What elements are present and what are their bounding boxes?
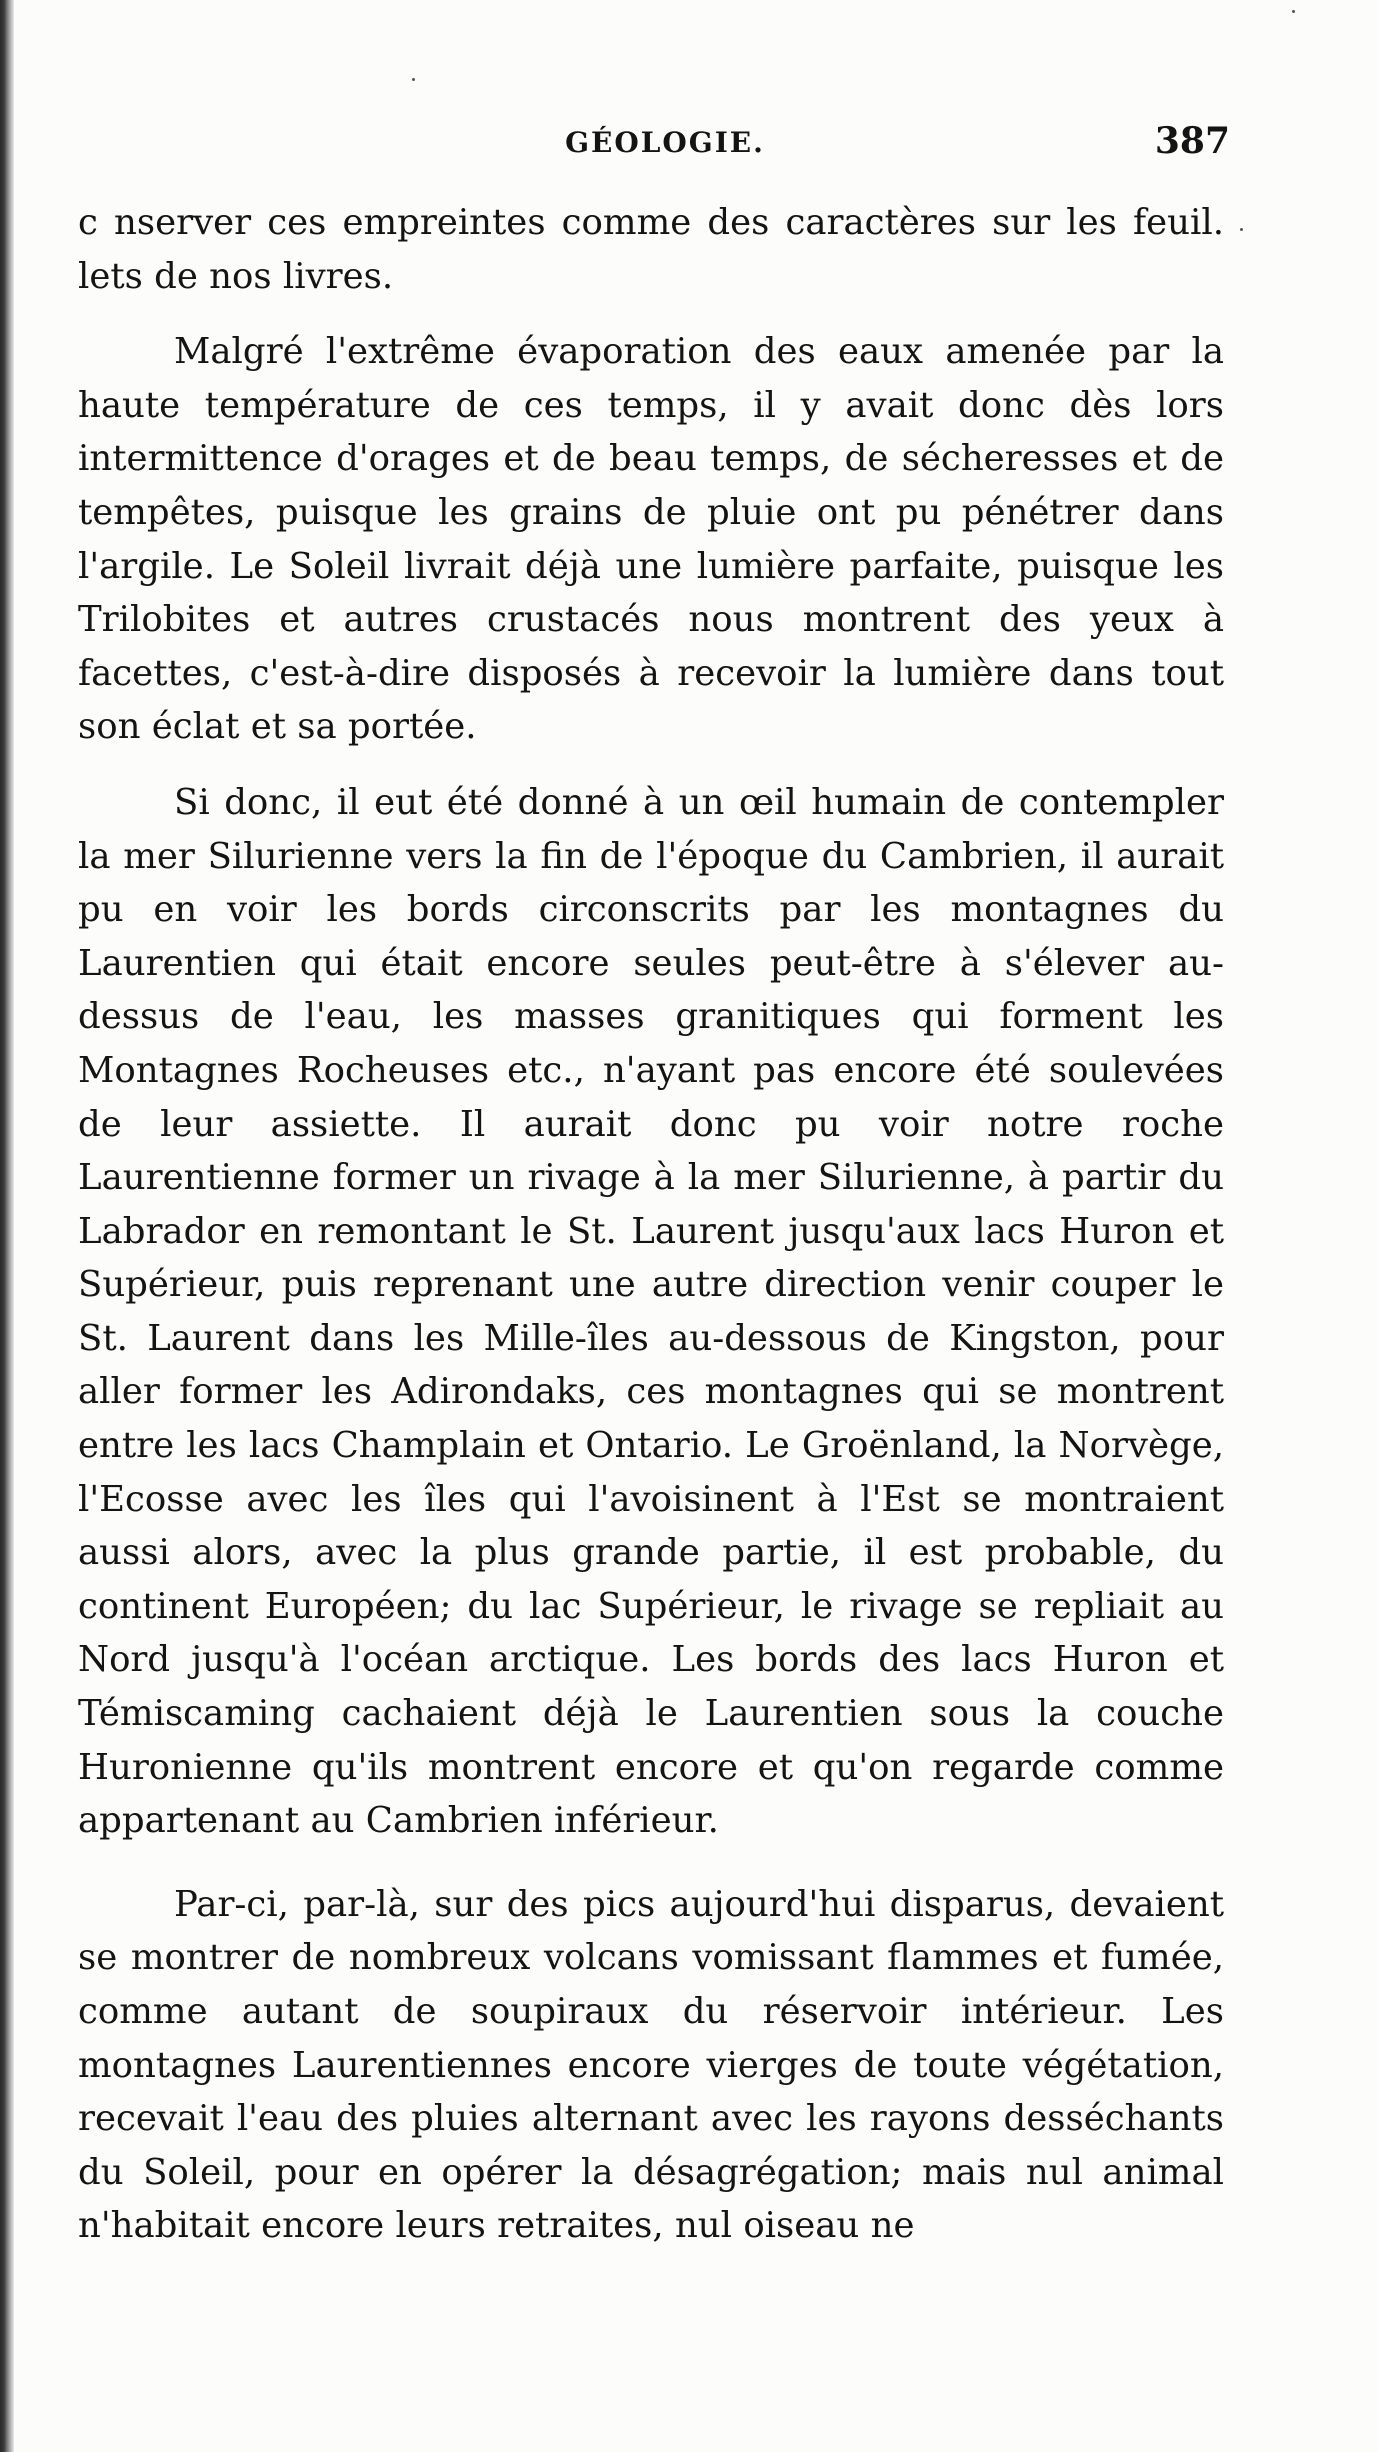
page-header <box>80 120 1230 170</box>
paragraph-volcanoes: Par-ci, par-là, sur des pics aujourd'hui disparus, devaient se montrer de nombreux volcans vomissant flammes et fumée, comme autant de soupiraux du réservoir intérieur. Les montagnes Laurentiennes encore vierges de toute végétation, recevait l'eau des pluies alternant avec les rayons desséchants du Soleil, pour en opérer la désagrégation; mais nul animal n'habitait encore leurs retraites, nul oiseau ne <box>78 1883 1224 2247</box>
page-number: 387 <box>1154 120 1230 162</box>
running-head: GÉOLOGIE. <box>565 126 765 159</box>
paragraph-evaporation: Malgré l'extrême évaporation des eaux amenée par la haute température de ces temps, il y avait donc dès lors intermittence d'orages et de beau temps, de sécheresses et de tempêtes, puisque les grains de pluie ont pu pénétrer dans l'argile. Le Soleil livrait déjà une lumière parfaite, puisque les Trilobites et autres crustacés nous montrent des yeux à facettes, c'est-à-dire disposés à recevoir la lumière dans tout son éclat et sa portée. <box>78 331 1224 748</box>
body-text <box>78 196 1224 2253</box>
print-speck <box>1292 10 1295 13</box>
paragraph-continuation: c nserver ces empreintes comme des caractères sur les feuil. lets de nos livres. <box>78 202 1224 297</box>
paragraph-silurian-sea: Si donc, il eut été donné à un œil humain de contempler la mer Silurienne vers la fin de l'époque du Cambrien, il aurait pu en voir les bords circonscrits par les montagnes du Laurentien qui était encore seules peut-être à s'élever au-dessus de l'eau, les masses granitiques qui forment les Montagnes Rocheuses etc., n'ayant pas encore été soulevées de leur assiette. Il aurait donc pu voir notre roche Laurentienne former un rivage à la mer Silurienne, à partir du Labrador en remontant le St. Laurent jusqu'aux lacs Huron et Supérieur, puis reprenant une autre direction venir couper le St. Laurent dans les Mille-îles au-dessous de Kingston, pour aller former les Adirondaks, ces montagnes qui se montrent entre les lacs Champlain et Ontario. Le Groënland, la Norvège, l'Ecosse avec les îles qui l'avoisinent à l'Est se montraient aussi alors, avec la plus grande partie, il est probable, du continent Européen; du lac Supérieur, le rivage se repliait au Nord jusqu'à l'océan arctique. Les bords des lacs Huron et Témiscaming cachaient déjà le Laurentien sous la couche Huronienne qu'ils montrent encore et qu'on regarde comme appartenant au Cambrien inférieur. <box>78 781 1224 1842</box>
print-speck <box>412 78 415 81</box>
print-speck <box>1240 228 1243 231</box>
page-binding-edge <box>0 0 14 2452</box>
